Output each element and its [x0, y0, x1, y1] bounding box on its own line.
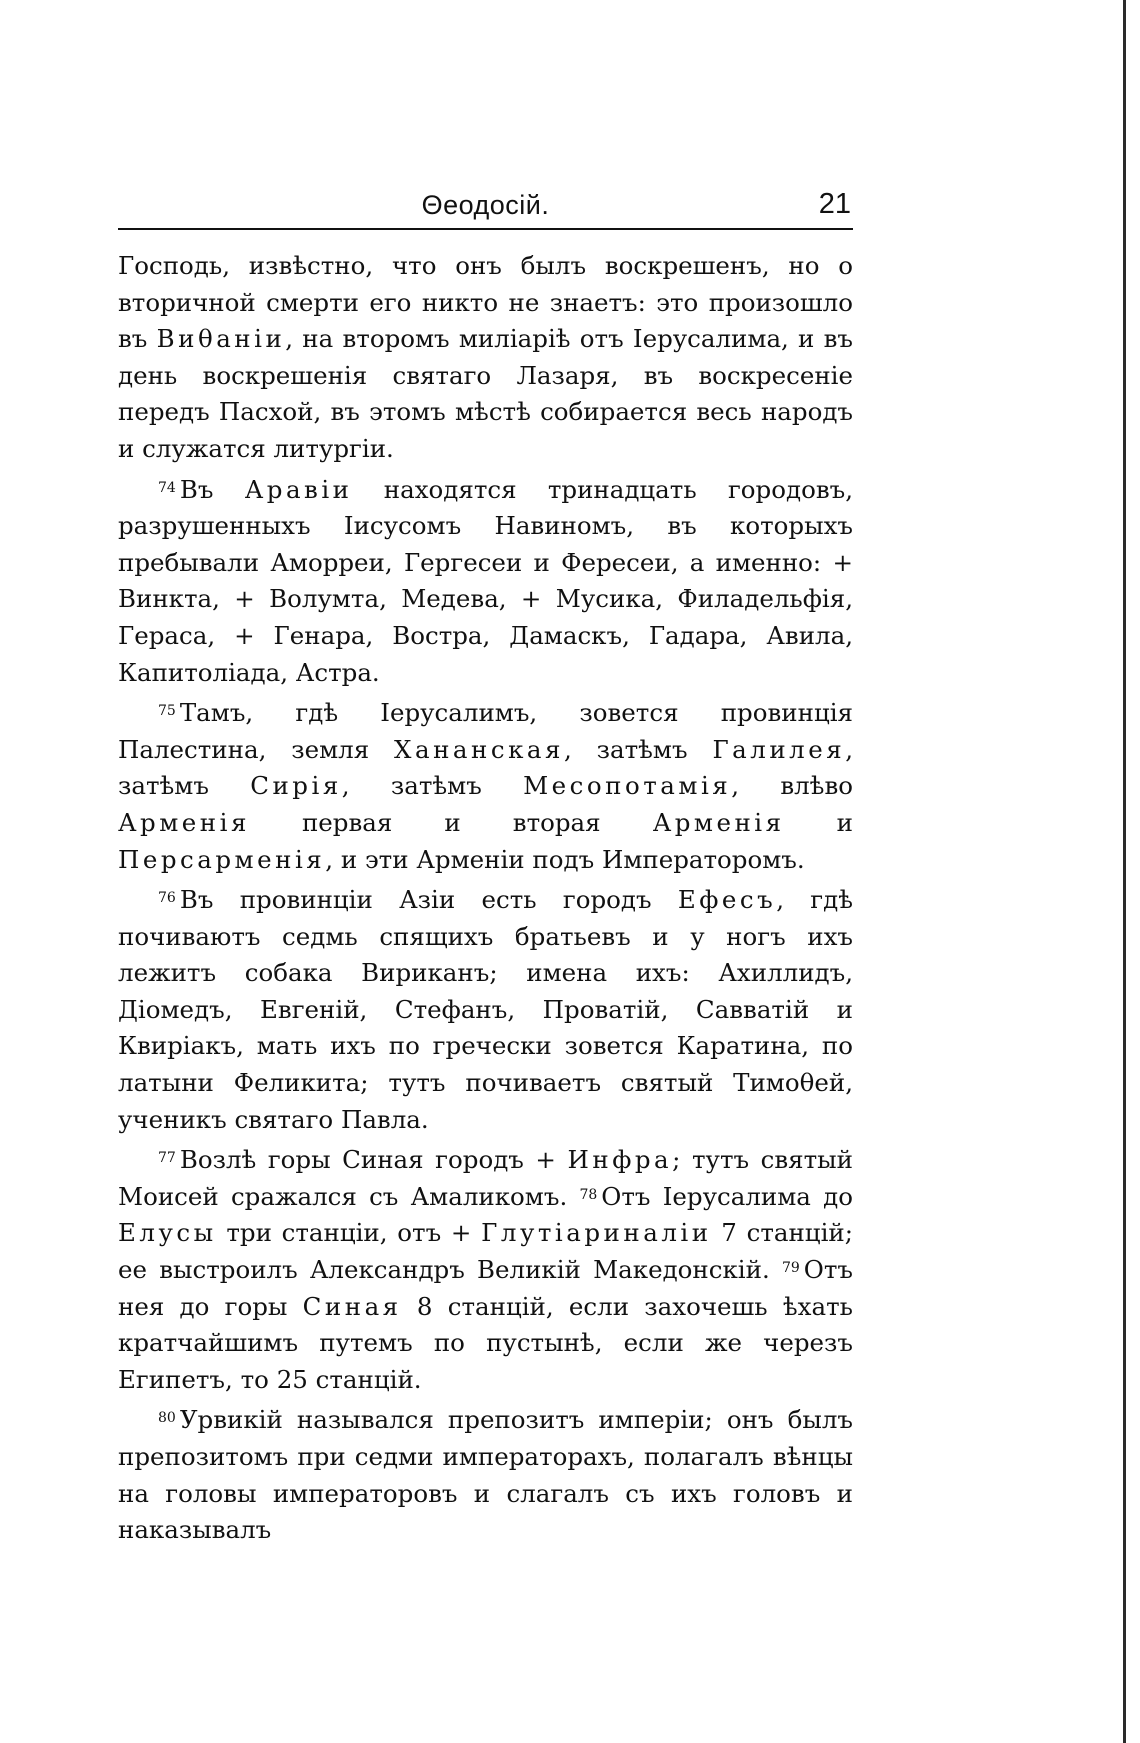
running-head: [118, 188, 853, 230]
text-run: Отъ нея до горы: [118, 1255, 853, 1321]
spaced-emphasis: Месопотамія: [523, 771, 732, 801]
spaced-emphasis: Сирія: [250, 771, 342, 801]
footnote-marker: 80: [158, 1410, 176, 1427]
text-run: Господь, извѣстно, что онъ былъ воскрешенъ, но о вторичной смерти его никто не знаетъ: это произошло въ: [118, 251, 853, 354]
text-run: первая и вторая: [249, 807, 653, 837]
paragraph-80: [118, 1402, 853, 1548]
paragraph-continued: [118, 248, 853, 468]
paragraph-77: [118, 1142, 853, 1398]
spaced-emphasis: Галилея: [712, 734, 846, 764]
footnote-marker: 77: [158, 1150, 176, 1167]
spaced-emphasis: Виθаніи: [156, 324, 286, 354]
footnote-marker: 76: [158, 890, 176, 907]
paragraph-74: [118, 472, 853, 692]
text-run: 7 станцій; ее выстроилъ Александръ Великій Македонскій.: [118, 1218, 853, 1285]
text-run: находятся тринадцать городовъ, разрушенныхъ Іисусомъ Навиномъ, въ которыхъ пребывали Аморреи, Гергесеи и Ферeсеи, а именно: + Винкта, + Волумта, Медева, + Мусика, Филадельфія, Гераса, + Генара, Востра, Дамаскъ, Гадара, Авила, Капитоліада, Астра.: [118, 474, 853, 687]
spaced-emphasis: Елусы: [118, 1218, 217, 1248]
spaced-emphasis: Инфра: [567, 1145, 673, 1175]
text-run: Отъ Іерусалима до: [601, 1181, 853, 1211]
spaced-emphasis: Ефесъ: [677, 885, 777, 915]
scan-edge-line: [1123, 0, 1126, 1743]
spaced-emphasis: Арменія: [652, 807, 785, 837]
page-number: 21: [818, 188, 851, 220]
footnote-marker: 79: [781, 1260, 800, 1277]
spaced-emphasis: Аравіи: [244, 474, 353, 504]
text-run: , затѣмъ: [118, 734, 853, 801]
paragraph-75: [118, 695, 853, 878]
spaced-emphasis: Глутіариналіи: [481, 1218, 712, 1248]
text-run: три станціи, отъ +: [216, 1218, 482, 1248]
text-run: Возлѣ горы Синая городъ +: [179, 1145, 568, 1175]
text-run: , и эти Арменіи подъ Императоромъ.: [325, 844, 805, 874]
spaced-emphasis: Персарменія: [118, 844, 326, 874]
body-text: [118, 248, 853, 1549]
book-page: [118, 188, 853, 1549]
text-run: , затѣмъ: [563, 734, 713, 764]
text-run: , гдѣ почиваютъ седмь спящихъ братьевъ и у ногъ ихъ лежитъ собака Вириканъ; имена ихъ: Ахиллидъ, Діомедъ, Евгеній, Стефанъ, Проватій, Савватій и Квиріакъ, мать ихъ по гречески зовется Каратина, по латыни Феликита; тутъ почиваетъ святый Тимоθей, ученикъ святаго Павла.: [118, 885, 853, 1134]
spaced-emphasis: Арменія: [118, 807, 250, 837]
footnote-marker: 74: [158, 479, 176, 496]
text-run: 8 станцій, если захочешь ѣхать кратчайшимъ путемъ по пустынѣ, если же черезъ Египетъ, то 25 станцій.: [118, 1291, 853, 1394]
text-run: , на второмъ миліаріѣ отъ Іерусалима, и въ день воскрешенія святаго Лазаря, въ воскресеніе передъ Пасхой, въ этомъ мѣстѣ собирается весь народъ и служатся литургіи.: [118, 324, 853, 463]
text-run: Урвикій назывался препозитъ имперіи; онъ былъ препозитомъ при седми императорахъ, полагалъ вѣнцы на головы императоровъ и слагалъ съ ихъ головъ и наказывалъ: [118, 1405, 853, 1545]
spaced-emphasis: Хананская: [394, 734, 564, 764]
text-run: Въ: [179, 474, 245, 504]
text-run: ; тутъ святый Моисей сражался съ Амаликомъ.: [118, 1145, 853, 1211]
text-run: Въ провинціи Азіи есть городъ: [179, 885, 678, 915]
text-run: , влѣво: [731, 771, 853, 801]
footnote-marker: 75: [158, 703, 176, 720]
text-run: , затѣмъ: [341, 771, 524, 801]
spaced-emphasis: Синая: [302, 1291, 402, 1321]
running-title: Θеодосій.: [421, 190, 550, 220]
text-run: и: [784, 807, 853, 837]
text-run: Тамъ, гдѣ Іерусалимъ, зовется провинція Палестина, земля: [118, 698, 853, 764]
paragraph-76: [118, 882, 853, 1138]
footnote-marker: 78: [579, 1186, 598, 1203]
